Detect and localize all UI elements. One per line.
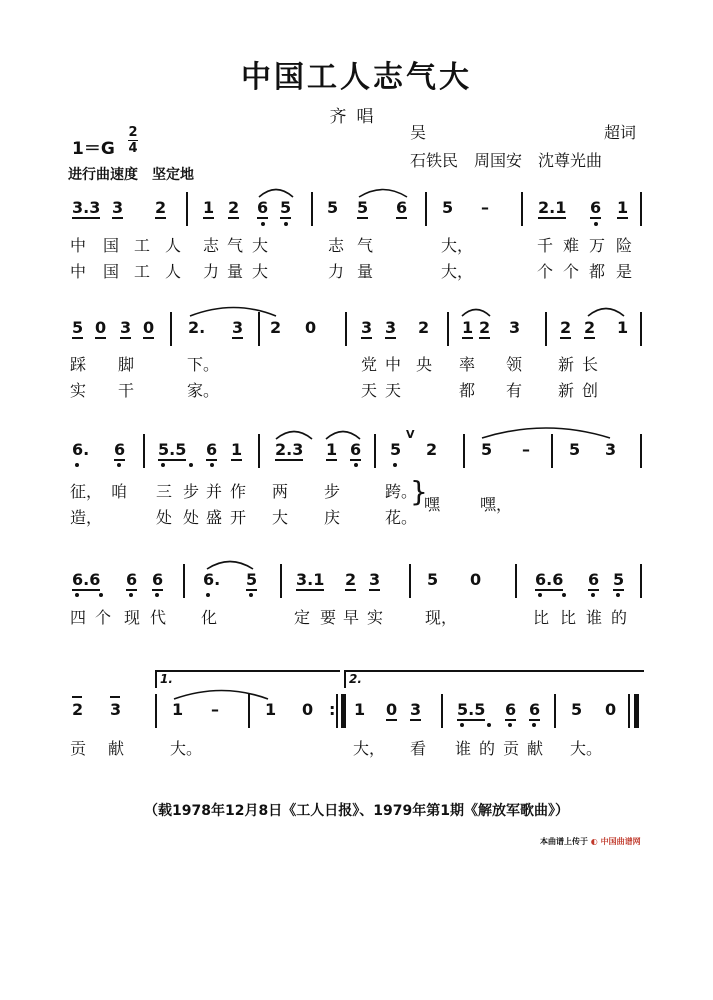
barline xyxy=(521,192,523,226)
lyric-brace: } xyxy=(410,475,428,508)
low-octave-dot xyxy=(206,593,210,597)
note: 3 xyxy=(509,318,521,337)
note: 3 xyxy=(369,570,381,589)
upload-prefix: 本曲谱上传于 xyxy=(540,837,588,846)
low-octave-dot xyxy=(261,222,265,226)
slur xyxy=(460,305,494,317)
time-signature xyxy=(128,126,138,155)
lyric: 献 xyxy=(108,739,125,758)
lyric: 大 xyxy=(252,262,269,281)
note: 2.1 xyxy=(538,198,567,217)
lyric: 的 xyxy=(611,608,628,627)
low-octave-dot xyxy=(249,593,253,597)
lyric: 志 xyxy=(328,236,345,255)
note: 2 xyxy=(584,318,596,337)
note: 1 xyxy=(326,440,338,459)
lyric: 个 xyxy=(537,262,554,281)
lyric: 谁 xyxy=(455,739,472,758)
tempo-marking: 进行曲速度 坚定地 xyxy=(68,167,194,183)
note: 3 xyxy=(410,700,422,719)
lyric: 大， xyxy=(353,739,386,758)
lyric: 都 xyxy=(459,381,476,400)
low-octave-dot xyxy=(594,222,598,226)
note: 3 xyxy=(385,318,397,337)
lyric: 人 xyxy=(165,236,182,255)
lyric: 都 xyxy=(589,262,606,281)
lyric-shout: 嘿 xyxy=(424,495,441,514)
lyric: 盛 xyxy=(206,508,223,527)
lyric: 险 xyxy=(616,236,633,255)
repeat-barline-thin xyxy=(336,694,338,728)
note: 6 xyxy=(257,198,269,217)
barline xyxy=(170,312,172,346)
lyric: 踩 xyxy=(70,355,87,374)
dash: – xyxy=(481,198,489,217)
lyric: 创 xyxy=(582,381,599,400)
lyric: 咱 xyxy=(111,482,128,501)
note: 1 xyxy=(354,700,366,719)
lyric: 国 xyxy=(103,236,120,255)
lyric: 下。 xyxy=(187,355,220,374)
lyric: 新 xyxy=(558,381,575,400)
note: 1 xyxy=(203,198,215,217)
note: 5 xyxy=(390,440,402,459)
lyric: 的 xyxy=(479,739,496,758)
low-octave-dot xyxy=(75,463,79,467)
lyric: 天 xyxy=(385,381,402,400)
song-title: 中国工人志气大 xyxy=(241,60,472,95)
tie xyxy=(188,303,280,317)
lyric: 气 xyxy=(227,236,244,255)
note: 2 xyxy=(270,318,282,337)
low-octave-dot xyxy=(161,463,165,467)
lyric: 四 xyxy=(70,608,87,627)
note: 0 xyxy=(386,700,398,719)
lyric: 央 xyxy=(416,355,433,374)
lyric: 量 xyxy=(227,262,244,281)
lyric: 献 xyxy=(527,739,544,758)
low-octave-dot xyxy=(99,593,103,597)
final-barline-thick xyxy=(634,694,639,728)
note: 2 xyxy=(479,318,491,337)
lyric: 力 xyxy=(328,262,345,281)
lyric: 志 xyxy=(203,236,220,255)
final-barline-thin xyxy=(628,694,630,728)
lyric: 定 xyxy=(294,608,311,627)
low-octave-dot xyxy=(75,593,79,597)
lyric: 脚 xyxy=(118,355,135,374)
lyric: 花。 xyxy=(385,508,418,527)
note: 3 xyxy=(605,440,617,459)
low-octave-dot xyxy=(155,593,159,597)
composers: 石铁民 周国安 沈尊光曲 xyxy=(410,151,603,170)
lyric: 三 xyxy=(156,482,173,501)
key-signature: 1＝G xyxy=(72,139,115,159)
low-octave-dot xyxy=(129,593,133,597)
barline xyxy=(515,564,517,598)
low-octave-dot xyxy=(538,593,542,597)
lyric: 人 xyxy=(165,262,182,281)
note: 1 xyxy=(172,700,184,719)
lyric: 领 xyxy=(506,355,523,374)
lyric: 征， xyxy=(70,482,103,501)
lyric: 现 xyxy=(124,608,141,627)
lyric: 千 xyxy=(537,236,554,255)
note: 1 xyxy=(231,440,243,459)
note: 0 xyxy=(305,318,317,337)
note: 0 xyxy=(470,570,482,589)
lyric: 大。 xyxy=(170,739,203,758)
volta-second-ending xyxy=(344,670,644,688)
note: 2 xyxy=(228,198,240,217)
low-octave-dot xyxy=(508,723,512,727)
lyric: 万 xyxy=(589,236,606,255)
note: 6 xyxy=(588,570,600,589)
note: 3 xyxy=(120,318,132,337)
barline xyxy=(640,434,642,468)
note: 0 xyxy=(95,318,107,337)
low-octave-dot xyxy=(210,463,214,467)
lyric: 难 xyxy=(563,236,580,255)
barline xyxy=(640,312,642,346)
barline xyxy=(554,694,556,728)
low-octave-dot xyxy=(532,723,536,727)
repeat-barline-thick xyxy=(341,694,346,728)
lyric: 步 xyxy=(324,482,341,501)
note: 5 xyxy=(427,570,439,589)
lyric: 工 xyxy=(134,236,151,255)
lyric: 处 xyxy=(156,508,173,527)
slur xyxy=(205,556,257,570)
note: 0 xyxy=(302,700,314,719)
lyric: 率 xyxy=(459,355,476,374)
barline xyxy=(258,434,260,468)
lyric: 看 xyxy=(410,739,427,758)
lyric: 大， xyxy=(441,236,474,255)
lyric: 比 xyxy=(560,608,577,627)
note: 5 xyxy=(613,570,625,589)
low-octave-dot xyxy=(487,723,491,727)
low-octave-dot xyxy=(284,222,288,226)
note: 3 xyxy=(112,198,124,217)
note: 2 xyxy=(72,700,84,719)
source-citation: （载1978年12月8日《工人日报》、1979年第1期《解放军歌曲》） xyxy=(144,803,569,819)
barline xyxy=(551,434,553,468)
lyric: 家。 xyxy=(187,381,220,400)
note: 6.6 xyxy=(535,570,564,589)
barline xyxy=(441,694,443,728)
low-octave-dot xyxy=(393,463,397,467)
lyric: 造， xyxy=(70,508,103,527)
lyric: 大 xyxy=(252,236,269,255)
note: 6 xyxy=(206,440,218,459)
note: 1 xyxy=(617,198,629,217)
barline xyxy=(345,312,347,346)
note: 6 xyxy=(152,570,164,589)
barline xyxy=(258,312,260,346)
note: 1 xyxy=(617,318,629,337)
note: 2 xyxy=(426,440,438,459)
note: 6 xyxy=(529,700,541,719)
lyric: 量 xyxy=(357,262,374,281)
barline xyxy=(425,192,427,226)
slur xyxy=(586,303,628,317)
lyric: 有 xyxy=(506,381,523,400)
lyric: 长 xyxy=(582,355,599,374)
note: 5 xyxy=(442,198,454,217)
note: 2.3 xyxy=(275,440,304,459)
dash: – xyxy=(522,440,530,459)
note: 3 xyxy=(361,318,373,337)
time-numerator: 2 xyxy=(128,125,138,140)
lyric: 作 xyxy=(230,482,247,501)
lyric: 个 xyxy=(563,262,580,281)
note: 6. xyxy=(203,570,221,589)
lyric: 实 xyxy=(70,381,87,400)
note: 5 xyxy=(571,700,583,719)
lyric: 化 xyxy=(201,608,218,627)
lyric: 新 xyxy=(558,355,575,374)
note: 1 xyxy=(265,700,277,719)
note: 2. xyxy=(188,318,206,337)
lyric: 要 xyxy=(320,608,337,627)
lyric: 气 xyxy=(357,236,374,255)
note: 1 xyxy=(462,318,474,337)
lyric: 工 xyxy=(134,262,151,281)
dash: – xyxy=(211,700,219,719)
low-octave-dot xyxy=(616,593,620,597)
note: 2 xyxy=(418,318,430,337)
volta-label: 2. xyxy=(349,672,362,686)
note: 0 xyxy=(605,700,617,719)
lyric: 中 xyxy=(70,262,87,281)
lyric: 庆 xyxy=(324,508,341,527)
lyric: 中 xyxy=(385,355,402,374)
note: 5 xyxy=(569,440,581,459)
song-subtitle: 齐唱 xyxy=(329,107,384,127)
barline xyxy=(248,694,250,728)
note: 6 xyxy=(114,440,126,459)
lyric-shout: 嘿， xyxy=(480,495,513,514)
lyricist-name: 吴 xyxy=(410,123,427,142)
upload-watermark xyxy=(540,836,641,847)
low-octave-dot xyxy=(117,463,121,467)
note: 6 xyxy=(126,570,138,589)
note: 2 xyxy=(345,570,357,589)
note: 2 xyxy=(560,318,572,337)
lyric: 实 xyxy=(367,608,384,627)
low-octave-dot xyxy=(591,593,595,597)
note: 5.5 xyxy=(457,700,486,719)
breath-mark: V xyxy=(406,428,415,441)
site-brand: 中国曲谱网 xyxy=(600,837,641,846)
lyric: 两 xyxy=(272,482,289,501)
lyricist-role: 超词 xyxy=(604,123,637,142)
note: 5 xyxy=(72,318,84,337)
note: 5 xyxy=(327,198,339,217)
lyric: 谁 xyxy=(586,608,603,627)
note: 5 xyxy=(246,570,258,589)
note: 6.6 xyxy=(72,570,101,589)
barline xyxy=(374,434,376,468)
barline xyxy=(280,564,282,598)
note: 6 xyxy=(350,440,362,459)
note-overline xyxy=(72,696,82,698)
lyric: 大， xyxy=(441,262,474,281)
volta-label: 1. xyxy=(160,672,173,686)
low-octave-dot xyxy=(460,723,464,727)
low-octave-dot xyxy=(562,593,566,597)
note: 6 xyxy=(505,700,517,719)
barline xyxy=(545,312,547,346)
lyric: 跨。 xyxy=(385,482,418,501)
lyric: 个 xyxy=(95,608,112,627)
lyric: 步 xyxy=(183,482,200,501)
note: 5 xyxy=(280,198,292,217)
lyric: 干 xyxy=(118,381,135,400)
note: 5.5 xyxy=(158,440,187,459)
note: 6 xyxy=(590,198,602,217)
lyric: 贡 xyxy=(70,739,87,758)
lyric: 国 xyxy=(103,262,120,281)
lyric: 中 xyxy=(70,236,87,255)
note: 3 xyxy=(110,700,122,719)
barline xyxy=(447,312,449,346)
note: 3.3 xyxy=(72,198,101,217)
lyric: 并 xyxy=(206,482,223,501)
slur xyxy=(324,426,364,440)
site-logo-icon: ◐ xyxy=(590,837,598,846)
barline xyxy=(143,434,145,468)
time-denominator: 4 xyxy=(128,141,138,156)
note: 5 xyxy=(357,198,369,217)
note: 3 xyxy=(232,318,244,337)
lyric: 现， xyxy=(425,608,458,627)
low-octave-dot xyxy=(354,463,358,467)
lyric: 开 xyxy=(230,508,247,527)
lyric: 大 xyxy=(272,508,289,527)
lyric: 力 xyxy=(203,262,220,281)
lyric: 党 xyxy=(361,355,378,374)
note-overline xyxy=(110,696,120,698)
note: 5 xyxy=(481,440,493,459)
barline xyxy=(311,192,313,226)
slur xyxy=(274,426,316,440)
slur xyxy=(257,184,297,198)
lyric: 贡 xyxy=(503,739,520,758)
lyric: 大。 xyxy=(570,739,603,758)
note: 6. xyxy=(72,440,90,459)
barline xyxy=(155,694,157,728)
low-octave-dot xyxy=(189,463,193,467)
note: 0 xyxy=(143,318,155,337)
note: 3.1 xyxy=(296,570,325,589)
barline xyxy=(640,564,642,598)
lyric: 处 xyxy=(183,508,200,527)
note: 6 xyxy=(396,198,408,217)
tie xyxy=(480,423,614,439)
barline xyxy=(186,192,188,226)
barline xyxy=(183,564,185,598)
repeat-dots: : xyxy=(329,700,336,719)
lyric: 比 xyxy=(533,608,550,627)
slur xyxy=(357,184,411,198)
tie xyxy=(172,686,272,700)
lyric: 早 xyxy=(343,608,360,627)
lyric: 天 xyxy=(361,381,378,400)
note: 2 xyxy=(155,198,167,217)
barline xyxy=(463,434,465,468)
barline xyxy=(409,564,411,598)
lyric: 代 xyxy=(150,608,167,627)
barline xyxy=(640,192,642,226)
lyric: 是 xyxy=(616,262,633,281)
